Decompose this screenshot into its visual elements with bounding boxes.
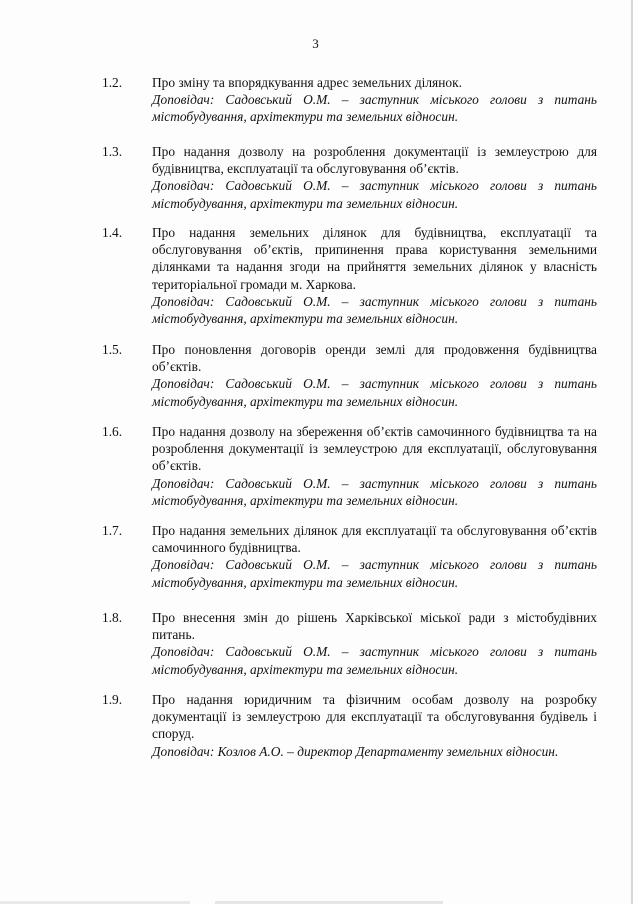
page-number: 3 xyxy=(312,36,319,51)
agenda-item xyxy=(102,74,597,126)
item-body xyxy=(152,609,597,678)
item-body xyxy=(152,143,597,212)
item-number: 1.5. xyxy=(102,342,123,357)
item-title: Про надання земельних ділянок для експлуатації та обслуговування об’єктів самочинного будівництва. xyxy=(152,523,597,556)
item-title: Про надання юридичним та фізичним особам дозволу на розробку документації із землеустрою для експлуатації та обслуговування будівель і споруд. xyxy=(152,692,597,742)
item-speaker: Доповідач: Садовський О.М. – заступник міського голови з питань містобудування, архітектури та земельних відносин. xyxy=(152,92,597,125)
item-number: 1.2. xyxy=(102,75,123,90)
item-body xyxy=(152,423,597,509)
item-speaker: Доповідач: Садовський О.М. – заступник міського голови з питань містобудування, архітектури та земельних відносин. xyxy=(152,644,597,677)
item-number: 1.7. xyxy=(102,523,123,538)
item-number: 1.6. xyxy=(102,424,123,439)
item-body xyxy=(152,224,597,327)
agenda-item xyxy=(102,691,597,760)
item-speaker: Доповідач: Садовський О.М. – заступник міського голови з питань містобудування, архітектури та земельних відносин. xyxy=(152,376,597,409)
item-speaker: Доповідач: Садовський О.М. – заступник міського голови з питань містобудування, архітектури та земельних відносин. xyxy=(152,293,597,327)
agenda-item xyxy=(102,341,597,410)
item-title: Про поновлення договорів оренди землі для продовження будівництва об’єктів. xyxy=(152,342,597,375)
item-body xyxy=(152,74,597,126)
agenda-item xyxy=(102,143,597,212)
item-number: 1.9. xyxy=(102,692,123,707)
item-speaker: Доповідач: Садовський О.М. – заступник міського голови з питань містобудування, архітектури та земельних відносин. xyxy=(152,178,597,211)
item-number: 1.8. xyxy=(102,610,123,625)
item-number: 1.4. xyxy=(102,225,123,240)
item-speaker: Доповідач: Козлов А.О. – директор Департаменту земельних відносин. xyxy=(152,743,559,759)
item-speaker: Доповідач: Садовський О.М. – заступник міського голови з питань містобудування, архітектури та земельних відносин. xyxy=(152,557,597,590)
item-number: 1.3. xyxy=(102,144,123,159)
item-title: Про надання дозволу на розроблення документації із землеустрою для будівництва, експлуатації та обслуговування об’єктів. xyxy=(152,144,597,177)
agenda-item xyxy=(102,224,597,327)
item-title: Про внесення змін до рішень Харківської міської ради з містобудівних питань. xyxy=(152,610,597,643)
item-title: Про надання дозволу на збереження об’єктів самочинного будівництва та на розроблення документації із землеустрою для експлуатації, обслуговування об’єктів. xyxy=(152,424,597,474)
agenda-item xyxy=(102,423,597,509)
agenda-item xyxy=(102,609,597,678)
agenda-item xyxy=(102,522,597,591)
item-title: Про надання земельних ділянок для будівництва, експлуатації та обслуговування об’єктів, припинення права користування земельними ділянками та надання згоди на прийняття земельних ділянок у власність територіальної громади м. Харкова. xyxy=(152,225,597,292)
item-body xyxy=(152,691,597,760)
item-body xyxy=(152,341,597,410)
item-speaker: Доповідач: Садовський О.М. – заступник міського голови з питань містобудування, архітектури та земельних відносин. xyxy=(152,475,597,508)
item-title: Про зміну та впорядкування адрес земельних ділянок. xyxy=(152,75,462,90)
item-body xyxy=(152,522,597,591)
